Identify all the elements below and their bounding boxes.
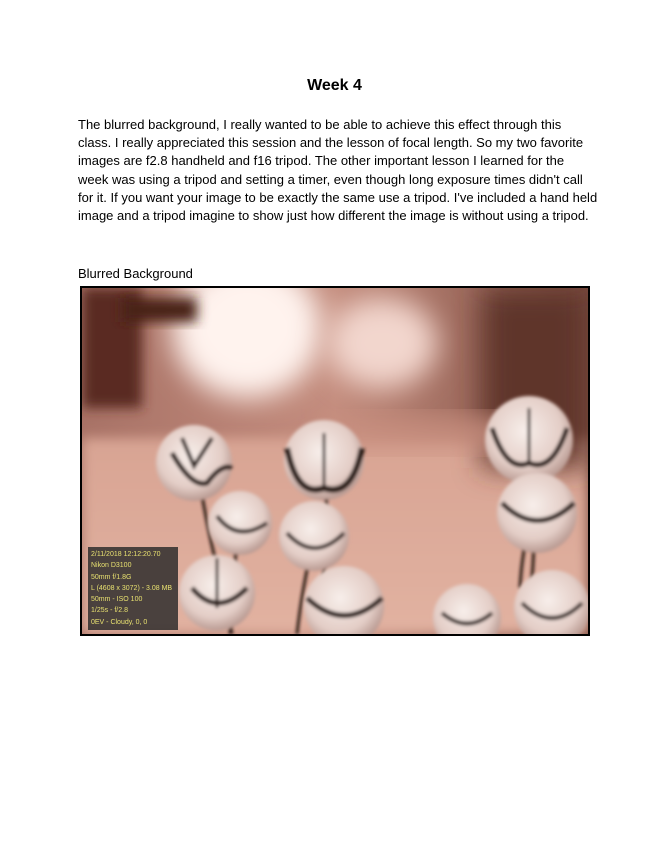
cotton-photo bbox=[80, 286, 590, 636]
image-caption: Blurred Background bbox=[78, 266, 193, 281]
body-paragraph: The blurred background, I really wanted to be able to achieve this effect through this class. I really appreciated this session and the lesson of focal length. So my two favorite images are f2.8 handheld and f16 tripod. The other important lesson I learned for the week was using a tripod and setting a timer, even though long exposure times didn't call for it. If you want your image to be exactly the same use a tripod. I've included a hand held image and a tripod imagine to show just how different the image is without using a tripod. bbox=[78, 117, 598, 224]
exif-ev-wb: 0EV - Cloudy, 0, 0 bbox=[91, 618, 148, 626]
exif-datetime: 2/11/2018 12:12:20.70 bbox=[91, 551, 161, 558]
page-title: Week 4 bbox=[307, 77, 362, 94]
exif-shutter-aperture: 1/25s - f/2.8 bbox=[91, 607, 128, 615]
exif-lens: 50mm f/1.8G bbox=[91, 573, 132, 581]
exif-size: L (4608 x 3072) - 3.08 MB bbox=[91, 584, 173, 592]
exif-focal-iso: 50mm - ISO 100 bbox=[91, 596, 143, 604]
exif-camera: Nikon D3100 bbox=[91, 562, 132, 570]
exif-info-overlay bbox=[88, 547, 178, 630]
